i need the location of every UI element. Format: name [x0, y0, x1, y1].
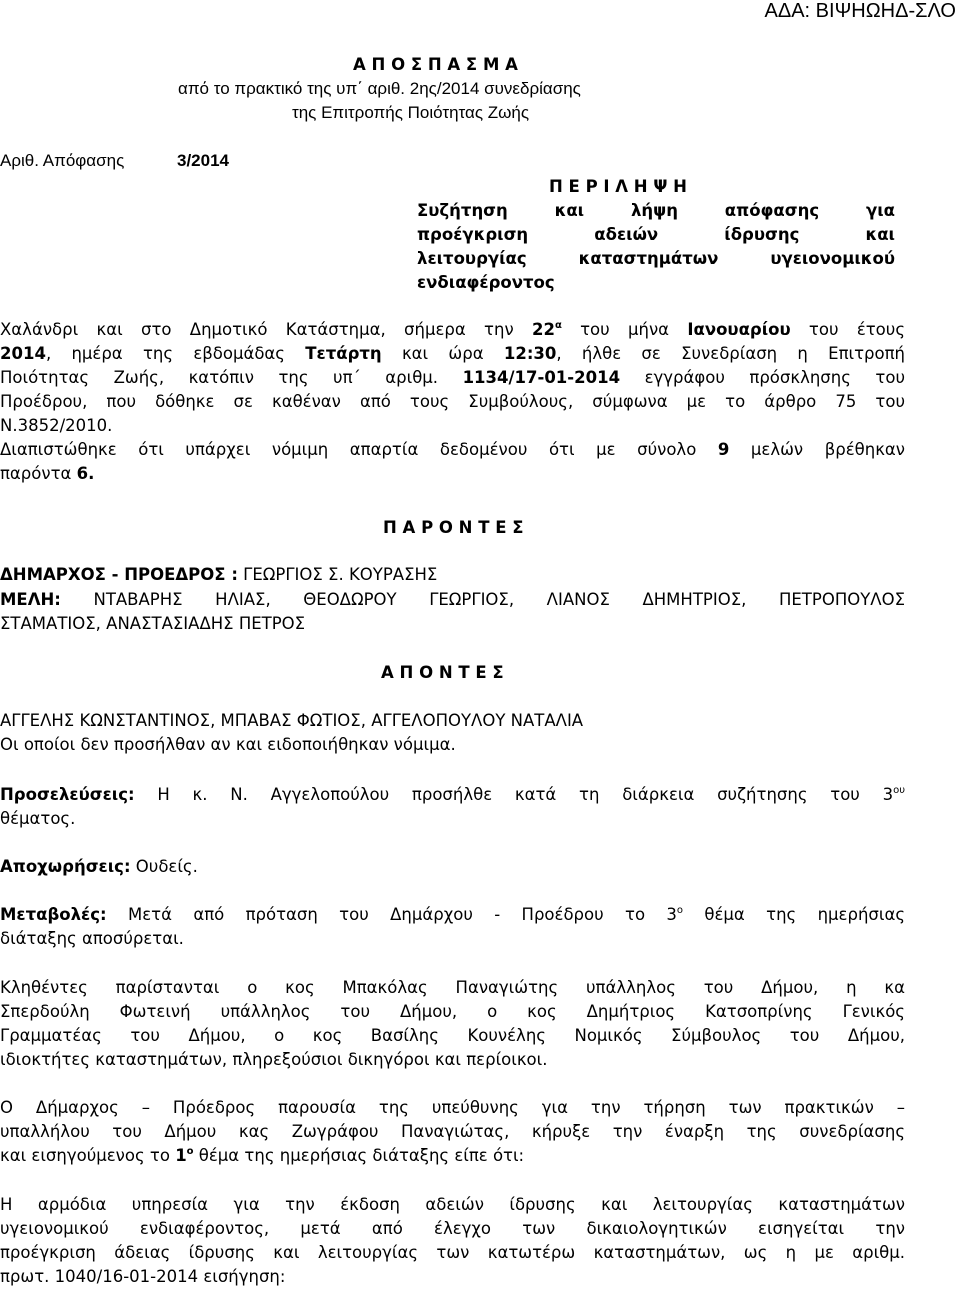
mayor-paragraph — [0, 1098, 905, 1170]
changes-line-1: Μεταβολές: Μετά από πρόταση του Δημάρχου - Προέδρου το $3^o$ θέμα της ημερήσιας — [0, 905, 906, 924]
intro-line-3: Ποιότητας Ζωής, κατόπιν της υπ΄ αριθμ. 1134/17-01-2014 εγγράφου πρόσκλησης του — [0, 368, 905, 387]
intro-line-6: Διαπιστώθηκε ότι υπάρχει νόμιμη απαρτία δεδομένου ότι με σύνολο 9 μελών βρέθηκαν — [0, 440, 906, 459]
service-paragraph — [0, 1195, 905, 1291]
intro-line-1: Χαλάνδρι και στο Δημοτικό Κατάστημα, σήμερα την $22^\alpha$ του μήνα Ιανουαρίου του έτους — [0, 320, 905, 339]
arrivals-line-2: θέματος. — [0, 809, 76, 828]
decision-number: 3/2014 — [177, 151, 229, 170]
summary-line: προέγκριση αδειών ίδρυσης και — [417, 225, 895, 244]
absent-note: Οι οποίοι δεν προσήλθαν αν και ειδοποιήθηκαν νόμιμα. — [0, 735, 456, 754]
mayor-line-3: και εισηγούμενος το $1^o$ θέμα της ημερήσιας διάταξης είπε ότι: — [0, 1146, 525, 1165]
absent-title: Α Π Ο Ν Τ Ε Σ — [381, 663, 504, 682]
header-line-1: από το πρακτικό της υπ΄ αριθ. 2ης/2014 συνεδρίασης — [178, 79, 581, 98]
service-line: πρωτ. 1040/16-01-2014 εισήγηση: — [0, 1267, 286, 1286]
called-line: ιδιοκτήτες καταστημάτων, πληρεξούσιοι δικηγόροι και περίοικοι. — [0, 1050, 548, 1069]
arrivals — [0, 785, 905, 833]
intro-line-2: 2014, ημέρα της εβδομάδας Τετάρτη και ώρα 12:30, ήλθε σε Συνεδρίαση η Επιτροπή — [0, 344, 905, 363]
members-line-2: ΣΤΑΜΑΤΙΟΣ, ΑΝΑΣΤΑΣΙΑΔΗΣ ΠΕΤΡΟΣ — [0, 614, 306, 633]
service-line: Η αρμόδια υπηρεσία για την έκδοση αδειών ίδρυσης και λειτουργίας καταστημάτων — [0, 1195, 905, 1214]
changes-line-2: διάταξης αποσύρεται. — [0, 929, 184, 948]
absent-names: ΑΓΓΕΛΗΣ ΚΩΝΣΤΑΝΤΙΝΟΣ, ΜΠΑΒΑΣ ΦΩΤΙΟΣ, ΑΓΓΕΛΟΠΟΥΛΟΥ ΝΑΤΑΛΙΑ — [0, 711, 584, 730]
ada-code: ΑΔΑ: ΒΙΨΗΩΗΔ-ΣΛΟ — [764, 0, 956, 22]
summary-block — [417, 201, 895, 297]
summary-title: Π Ε Ρ Ι Λ Η Ψ Η — [549, 177, 687, 196]
intro-line-5: Ν.3852/2010. — [0, 416, 113, 435]
changes — [0, 905, 905, 953]
service-line: προέγκριση άδειας ίδρυσης και λειτουργίας των κατωτέρω καταστημάτων, ως η με αριθμ. — [0, 1243, 905, 1262]
called-paragraph — [0, 978, 905, 1074]
summary-line: ενδιαφέροντος — [417, 273, 555, 292]
present-title: Π Α Ρ Ο Ν Τ Ε Σ — [383, 518, 524, 537]
intro-paragraph — [0, 320, 905, 488]
decision-label: Αριθ. Απόφασης — [0, 151, 125, 170]
service-line: υγειονομικού ενδιαφέροντος, μετά από έλεγχο των δικαιολογητικών εισηγείται την — [0, 1219, 905, 1238]
mayor-line-2: υπαλλήλου του Δήμου κας Ζωγράφου Παναγιώτας, κήρυξε την έναρξη της συνεδρίασης — [0, 1122, 905, 1141]
departures: Αποχωρήσεις: Ουδείς. — [0, 857, 198, 876]
arrivals-line-1: Προσελεύσεις: Η κ. Ν. Αγγελοπούλου προσήλθε κατά τη διάρκεια συζήτησης του $3^{o\upsilon}$ — [0, 785, 905, 804]
intro-line-7: παρόντα 6. — [0, 464, 95, 483]
members-line-1: ΜΕΛΗ: ΝΤΑΒΑΡΗΣ ΗΛΙΑΣ, ΘΕΟΔΩΡΟΥ ΓΕΩΡΓΙΟΣ, ΛΙΑΝΟΣ ΔΗΜΗΤΡΙΟΣ, ΠΕΤΡΟΠΟΥΛΟΣ — [0, 590, 905, 609]
present-members — [0, 590, 905, 638]
summary-line: Συζήτηση και λήψη απόφασης για — [417, 201, 895, 220]
header-line-2: της Επιτροπής Ποιότητας Ζωής — [292, 103, 530, 122]
present-mayor: ΔΗΜΑΡΧΟΣ - ΠΡΟΕΔΡΟΣ : ΓΕΩΡΓΙΟΣ Σ. ΚΟΥΡΑΣΗΣ — [0, 565, 438, 584]
intro-line-4: Προέδρου, που δόθηκε σε καθέναν από τους Συμβούλους, σύμφωνα με το άρθρο 75 του — [0, 392, 905, 411]
called-line: Κληθέντες παρίστανται ο κος Μπακόλας Παναγιώτης υπάλληλος του Δήμου, η κα — [0, 978, 905, 997]
called-line: Σπερδούλη Φωτεινή υπάλληλος του Δήμου, ο κος Δημήτριος Κατσοπρίνης Γενικός — [0, 1002, 905, 1021]
mayor-line-1: Ο Δήμαρχος – Πρόεδρος παρουσία της υπεύθυνης για την τήρηση των πρακτικών – — [0, 1098, 905, 1117]
summary-line: λειτουργίας καταστημάτων υγειονομικού — [417, 249, 895, 268]
header-title: Α Π Ο Σ Π Α Σ Μ Α — [353, 55, 518, 74]
called-line: Γραμματέας του Δήμου, ο κος Βασίλης Κουνέλης Νομικός Σύμβουλος του Δήμου, — [0, 1026, 905, 1045]
